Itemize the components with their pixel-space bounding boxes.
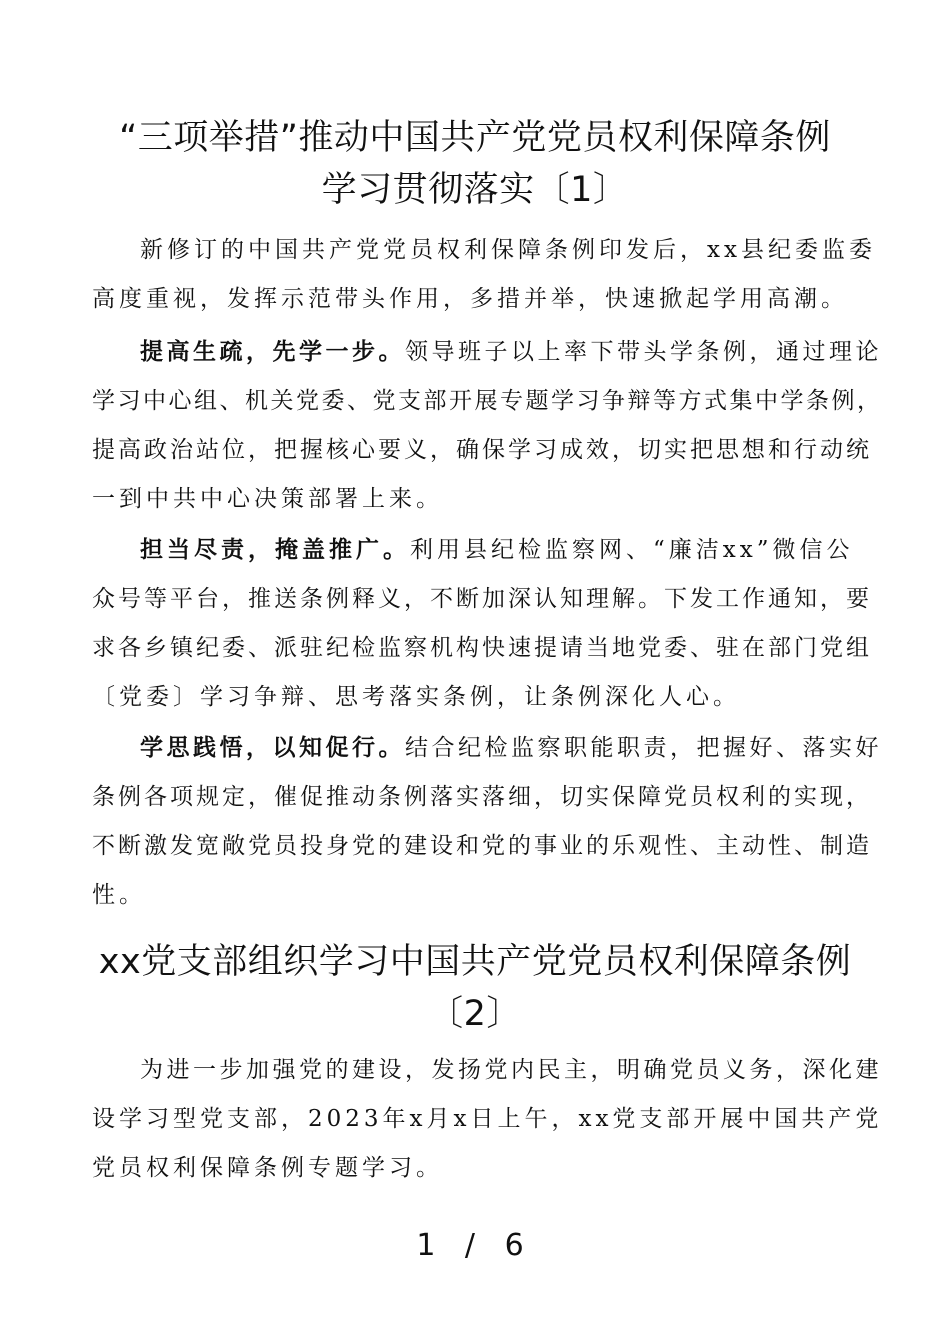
paragraph-line: 〔党委〕学习争辩、思考落实条例，让条例深化人心。 — [92, 684, 740, 710]
article1-title-line2: 学习贯彻落实〔1〕 — [321, 170, 629, 210]
article2-intro-paragraph — [92, 1046, 882, 1193]
paragraph-line: 设学习型党支部，2023年x月x日上午，xx党支部开展中国共产党 — [92, 1106, 883, 1132]
article1-intro-paragraph — [92, 226, 882, 324]
section-text: 领导班子以上率下带头学条例，通过理论 — [405, 339, 882, 365]
paragraph-line: 党员权利保障条例专题学习。 — [92, 1155, 443, 1181]
section-text: 结合纪检监察职能职责，把握好、落实好 — [405, 735, 882, 761]
article1-section1-paragraph — [92, 328, 882, 524]
paragraph-line: 一到中共中心决策部署上来。 — [92, 486, 443, 512]
paragraph-line: 求各乡镇纪委、派驻纪检监察机构快速提请当地党委、驻在部门党组 — [92, 635, 872, 661]
article1-section3-paragraph — [92, 724, 882, 920]
paragraph-first-line — [92, 724, 882, 773]
section-lead: 担当尽责，掩盖推广。 — [140, 537, 410, 563]
article2-title-line2: 〔2〕 — [428, 994, 522, 1034]
article2-title-line1: xx党支部组织学习中国共产党党员权利保障条例 — [98, 942, 852, 982]
article1-title-line1: “三项举措”推动中国共产党党员权利保障条例 — [119, 118, 831, 158]
article1-section2-paragraph — [92, 526, 882, 722]
section-text: 利用县纪检监察网、“廉洁xx”微信公 — [410, 537, 854, 563]
paragraph-line: 条例各项规定，催促推动条例落实落细，切实保障党员权利的实现， — [92, 784, 872, 810]
paragraph-line: 性。 — [92, 882, 146, 908]
paragraph-line: 新修订的中国共产党党员权利保障条例印发后，xx县纪委监委 — [140, 237, 876, 263]
paragraph-line: 提高政治站位，把握核心要义，确保学习成效，切实把思想和行动统 — [92, 437, 872, 463]
section-lead: 学思践悟，以知促行。 — [140, 735, 405, 761]
paragraph-line: 为进一步加强党的建设，发扬党内民主，明确党员义务，深化建 — [140, 1057, 882, 1083]
paragraph-line: 不断激发宽敞党员投身党的建设和党的事业的乐观性、主动性、制造 — [92, 833, 872, 859]
paragraph-line: 高度重视，发挥示范带头作用，多措并举，快速掀起学用高潮。 — [92, 286, 848, 312]
paragraph-first-line — [92, 328, 882, 377]
paragraph-line: 学习中心组、机关党委、党支部开展专题学习争辩等方式集中学条例， — [92, 388, 883, 414]
section-lead: 提高生疏，先学一步。 — [140, 339, 405, 365]
page-indicator: 1 / 6 — [416, 1228, 534, 1263]
paragraph-first-line — [92, 526, 882, 575]
paragraph-line: 众号等平台，推送条例释义，不断加深认知理解。下发工作通知，要 — [92, 586, 872, 612]
